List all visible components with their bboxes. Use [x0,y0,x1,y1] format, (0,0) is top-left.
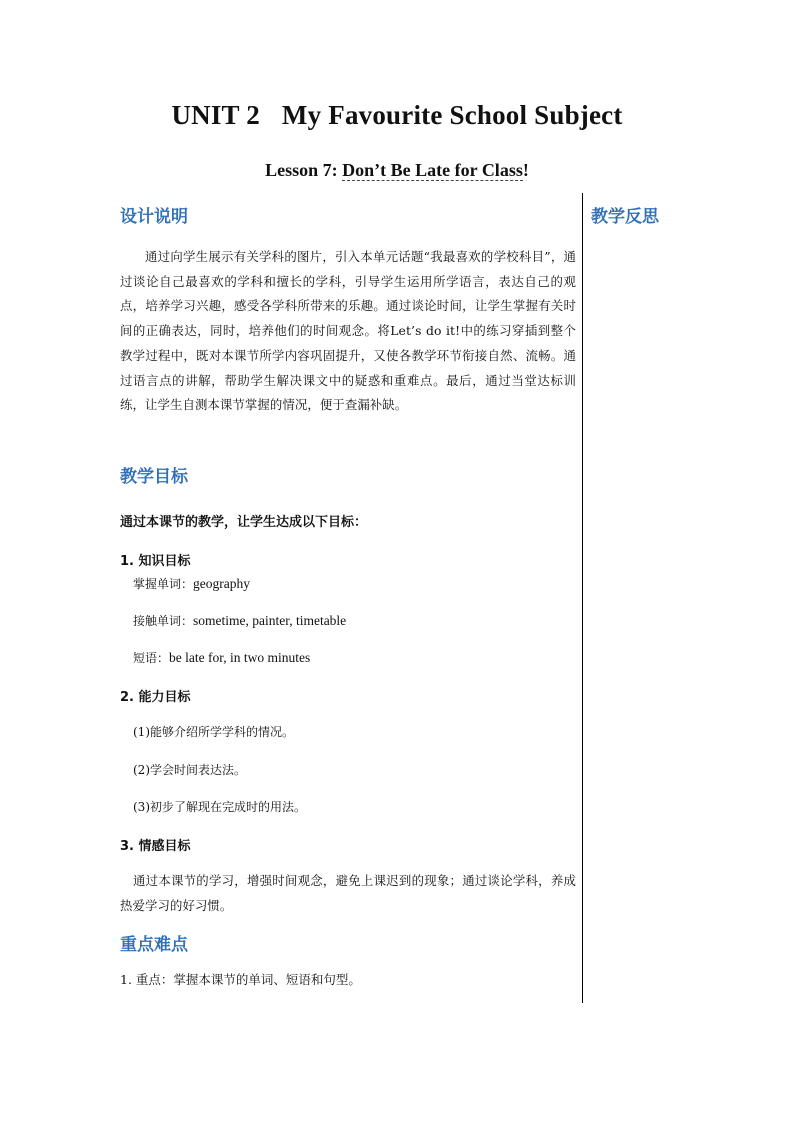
ability-item-2: (2)学会时间表达法。 [133,763,246,777]
master-words [133,575,250,592]
objectives-heading: 教学目标 [120,467,188,487]
emotion-heading: 3. 情感目标 [120,839,191,854]
master-words-label: 掌握单词： [133,577,194,591]
lesson-title [0,160,794,181]
ability-heading: 2. 能力目标 [120,690,191,705]
key-point-1 [120,970,361,988]
unit-number: UNIT 2 [171,100,260,130]
objectives-intro: 通过本课节的教学，让学生达成以下目标： [120,515,368,530]
design-paragraph: 通过向学生展示有关学科的图片，引入本单元话题“我最喜欢的学校科目”，通过谈论自己最喜欢的学科和擅长的学科，引导学生运用所学语言，表达自己的观点，培养学习兴趣，感受各学科所带来的乐趣。通过谈论时间，让学生掌握有关时间的正确表达，同时，培养他们的时间观念。将Let’s do it!中的练习穿插到整个教学过程中，既对本课节所学内容巩固提升，又使各教学环节衔接自然、流畅。通过语言点的讲解，帮助学生解决课文中的疑惑和重难点。最后，通过当堂达标训练，让学生自测本课节掌握的情况，便于查漏补缺。 [120,249,576,413]
lesson-number: Lesson 7: [265,160,338,180]
contact-words-value: sometime, painter, timetable [193,613,347,628]
lesson-exclamation: ! [522,160,529,180]
lesson-name: Don’t Be Late for Class [342,160,523,180]
emotion-paragraph: 通过本课节的学习，增强时间观念，避免上课迟到的现象；通过谈论学科，养成热爱学习的好习惯。 [120,873,576,913]
design-heading: 设计说明 [120,207,188,227]
column-divider [582,193,583,1003]
key-point-1-label: 1. 重点： [120,972,174,987]
phrases-label: 短语： [133,651,170,665]
master-words-value: geography [193,576,250,591]
ability-item-1: (1)能够介绍所学学科的情况。 [133,725,294,739]
contact-words [133,612,346,629]
contact-words-label: 接触单词： [133,614,194,628]
reflection-heading: 教学反思 [591,207,659,227]
phrases-value: be late for, in two minutes [169,650,311,665]
unit-title [0,100,794,131]
knowledge-heading: 1. 知识目标 [120,554,191,569]
key-point-1-text: 掌握本课节的单词、短语和句型。 [173,972,361,987]
key-points-heading: 重点难点 [120,935,188,955]
ability-item-3: (3)初步了解现在完成时的用法。 [133,800,306,814]
unit-name: My Favourite School Subject [281,100,623,130]
phrases [133,649,310,666]
